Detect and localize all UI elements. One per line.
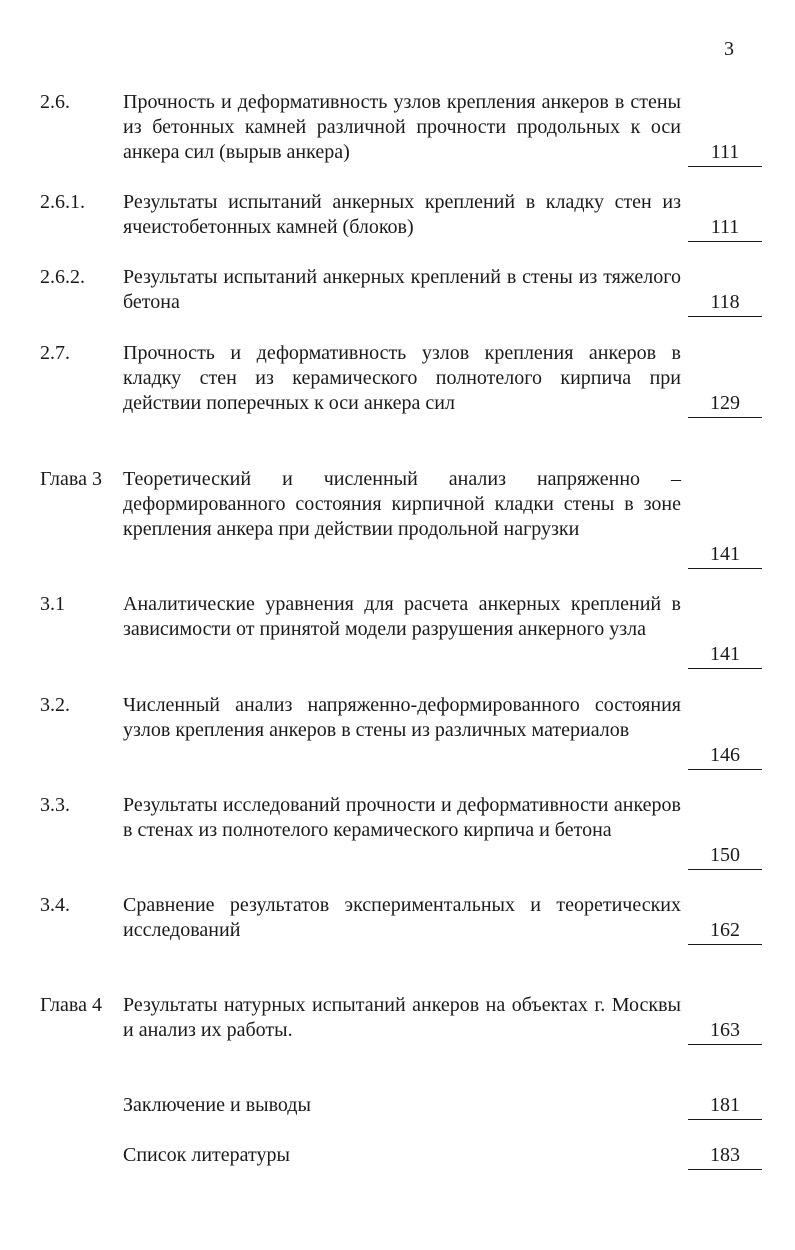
toc-entry-title: Результаты натурных испытаний анкеров на объектах г. Москвы и анализ их работы. <box>123 994 681 1041</box>
toc-entry-title: Численный анализ напряженно-деформированного состояния узлов крепления анкеров в стены из различных материалов <box>123 694 681 741</box>
toc-entry-number: 2.6. <box>40 91 70 113</box>
toc-entry-page: 162 <box>688 918 762 945</box>
toc-entry-title: Список литературы <box>123 1144 290 1166</box>
toc-entry-title: Прочность и деформативность узлов крепления анкеров в кладку стен из керамического полнотелого кирпича при действии поперечных к оси анкера сил <box>123 342 681 414</box>
toc-entry-title: Аналитические уравнения для расчета анкерных креплений в зависимости от принятой модели разрушения анкерного узла <box>123 593 681 640</box>
toc-entry-page: 118 <box>688 290 762 317</box>
toc-entry-page: 163 <box>688 1018 762 1045</box>
toc-entry-title: Результаты испытаний анкерных креплений в кладку стен из ячеистобетонных камней (блоков) <box>123 191 681 238</box>
toc-entry-page: 150 <box>688 843 762 870</box>
toc-entry-number: Глава 3 <box>40 468 102 490</box>
toc-entry-number: 3.3. <box>40 794 70 816</box>
toc-entry-title: Прочность и деформативность узлов крепления анкеров в стены из бетонных камней различной прочности продольных к оси анкера сил (вырыв анкера) <box>123 91 681 163</box>
toc-entry-page: 141 <box>688 642 762 669</box>
toc-entry-page: 183 <box>688 1143 762 1170</box>
toc-entry-page: 146 <box>688 743 762 770</box>
toc-entry-number: 2.7. <box>40 342 70 364</box>
toc-entry-title: Результаты испытаний анкерных креплений в стены из тяжелого бетона <box>123 266 681 313</box>
toc-entry-title: Теоретический и численный анализ напряженно – деформированного состояния кирпичной кладки стены в зоне крепления анкера при действии продольной нагрузки <box>123 468 681 540</box>
toc-entry-number: 2.6.1. <box>40 191 85 213</box>
toc-entry-number: 2.6.2. <box>40 266 85 288</box>
toc-entry-page: 111 <box>688 140 762 167</box>
toc-entry-page: 181 <box>688 1093 762 1120</box>
toc-entry-title: Результаты исследований прочности и деформативности анкеров в стенах из полнотелого керамического кирпича и бетона <box>123 794 681 841</box>
toc-entry-title: Заключение и выводы <box>123 1094 311 1116</box>
toc-entry-page: 111 <box>688 215 762 242</box>
toc-entry-number: Глава 4 <box>40 994 102 1016</box>
toc-entry-number: 3.2. <box>40 694 70 716</box>
toc-entry-page: 141 <box>688 542 762 569</box>
toc-entry-page: 129 <box>688 391 762 418</box>
toc-entry-number: 3.4. <box>40 894 70 916</box>
page-number: 3 <box>724 38 734 60</box>
toc-entry-number: 3.1 <box>40 593 65 615</box>
toc-entry-title: Сравнение результатов экспериментальных и теоретических исследований <box>123 894 681 941</box>
